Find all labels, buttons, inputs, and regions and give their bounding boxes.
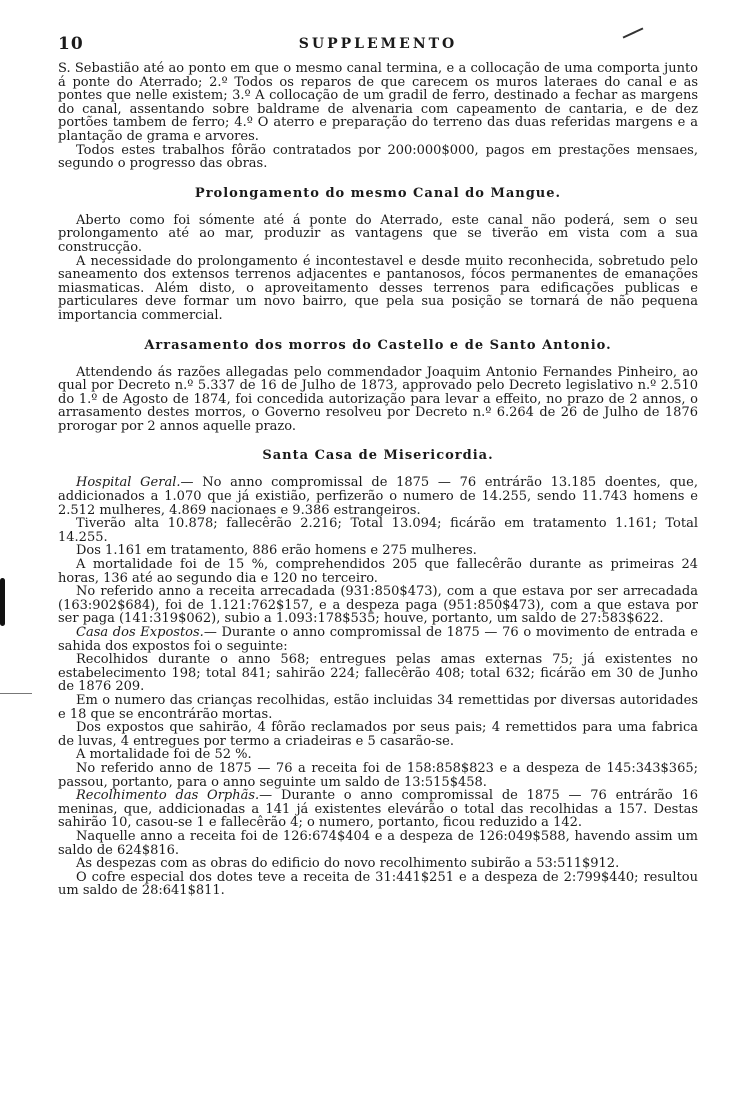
hospital-paragraph-4: A mortalidade foi de 15 %, comprehendidos 205 que fallecêrão durante as primeiras 24 horas, 136 até ao segundo dia e 120 no terceiro. [58,557,698,586]
orphas-paragraph-3: As despezas com as obras do edificio do novo recolhimento subirão a 53:511$912. [76,856,620,872]
orphas-paragraph-4: O cofre especial dos dotes teve a receita de 31:441$251 e a despeza de 2:799$440; resultou um saldo de 28:641$811. [58,869,698,899]
expostos-paragraph-1 [58,626,698,653]
prolongamento-section [58,186,698,323]
page-margin-line-mark [0,693,32,694]
orphas-lead: Recolhimento das Orphãs. [76,788,260,804]
hospital-lead: Hospital Geral. [76,475,181,491]
expostos-paragraph-2: Recolhidos durante o anno 568; entregues pelas amas externas 75; já existentes no estabelecimento 198; total 841; sahirão 224; fallecêrão 408; total 632; ficárão em 30 de Junho de 1876 209. [58,652,698,695]
prolongamento-paragraph-1: Aberto como foi sómente até á ponte do Aterrado, este canal não poderá, sem o seu prolongamento até ao mar, produzir as vantagens que se tiverão em vista com a sua construcção. [58,212,698,255]
expostos-paragraph-3: Em o numero das crianças recolhidas, estão incluidas 34 remettidas por diversas autoridades e 18 que se encontrárão mortas. [58,692,698,722]
page-header [58,34,698,56]
hospital-paragraph-1-text: — No anno compromissal de 1875 — 76 entrárão 13.185 doentes, que, addicionados a 1.070 que já existião, perfizerão o numero de 14.255, sendo 11.743 homens e 2.512 mulheres, 4.869 nacionaes e 9.386 estrangeiros. [58,475,698,518]
orphas-paragraph-1-text: — Durante o anno compromissal de 1875 — 76 entrárão 16 meninas, que, addicionadas a 141 já existentes elevárão o total das recolhidas a 157. Destas sahirão 10, casou-se 1 e fallecêrão 4; o numero, portanto, ficou reduzido a 142. [58,788,698,831]
hospital-paragraph-1 [58,476,698,517]
arrasamento-title: Arrasamento dos morros do Castello e de Santo Antonio. [144,337,612,353]
expostos-paragraph-6: No referido anno de 1875 — 76 a receita foi de 158:858$823 e a despeza de 145:343$365; passou, portanto, para o anno seguinte um saldo de 13:515$458. [58,760,698,790]
santa-casa-title: Santa Casa de Misericordia. [262,448,494,464]
arrasamento-section [58,338,698,434]
intro-paragraph-1: S. Sebastião até ao ponto em que o mesmo canal termina, e a collocação de uma comporta junto á ponte do Aterrado; 2.º Todos os reparos de que carecem os muros lateraes do canal e as pontes que nelle existem; 3.º A collocação de um gradil de ferro, destinado a fechar as margens do canal, assentando sobre baldrame de alvenaria com capeamento de cantaria, e de dez portões tambem de ferro; 4.º O aterro e preparação do terreno das duas referidas margens e a plantação de grama e arvores. [58,61,698,144]
page-margin-ink-stain [0,578,5,626]
orphas-paragraph-1 [58,789,698,830]
expostos-paragraph-4: Dos expostos que sahirão, 4 fôrão reclamados por seus pais; 4 remettidos para uma fabrica de luvas, 4 entregues por termo a criadeiras e 5 casarão-se. [58,720,698,749]
intro-section [58,62,698,171]
document-page [58,34,698,1084]
hospital-paragraph-3: Dos 1.161 em tratamento, 886 erão homens e 275 mulheres. [76,543,477,559]
prolongamento-title: Prolongamento do mesmo Canal do Mangue. [194,185,562,201]
santa-casa-section [58,448,698,897]
orphas-paragraph-2: Naquelle anno a receita foi de 126:674$404 e a despeza de 126:049$588, havendo assim um saldo de 624$816. [58,828,698,858]
arrasamento-paragraph-1: Attendendo ás razões allegadas pelo commendador Joaquim Antonio Fernandes Pinheiro, ao qual por Decreto n.º 5.337 de 16 de Julho de 1873, approvado pelo Decreto legislativo n.º 2.510 do 1.º de Agosto de 1874, foi concedida autorização para levar a effeito, no prazo de 2 annos, o arrasamento destes morros, o Governo resolveu por Decreto n.º 6.264 de 26 de Julho de 1876 prorogar por 2 annos aquelle prazo. [58,364,698,434]
expostos-paragraph-5: A mortalidade foi de 52 %. [76,747,252,763]
expostos-paragraph-1-text: — Durante o anno compromissal de 1875 — 76 o movimento de entrada e sahida dos expostos foi o seguinte: [58,625,699,654]
intro-paragraph-2: Todos estes trabalhos fôrão contratados por 200:000$000, pagos em prestações mensaes, segundo o progresso das obras. [58,142,698,172]
hospital-paragraph-2: Tiverão alta 10.878; fallecêrão 2.216; Total 13.094; ficárão em tratamento 1.161; Total 14.255. [58,516,698,545]
running-head: SUPPLEMENTO [298,36,458,52]
hospital-paragraph-5: No referido anno a receita arrecadada (931:850$473), com a que estava por ser arrecadada (163:902$684), foi de 1.121:762$157, e a despeza paga (951:850$473), com a que estava por ser paga (141:319$062), subio a 1.093:178$535; houve, portanto, um saldo de 27:583$622. [58,584,698,627]
page-number: 10 [58,34,84,54]
expostos-lead: Casa dos Expostos. [76,625,204,640]
prolongamento-paragraph-2: A necessidade do prolongamento é incontestavel e desde muito reconhecida, sobretudo pelo saneamento dos extensos terrenos adjacentes e pantanosos, fócos permanentes de emanações miasmaticas. Além disto, o aproveitamento desses terrenos para edificações publicas e particulares deve formar um novo bairro, que pela sua posição se tornará de não pequena importancia commercial. [58,253,698,323]
